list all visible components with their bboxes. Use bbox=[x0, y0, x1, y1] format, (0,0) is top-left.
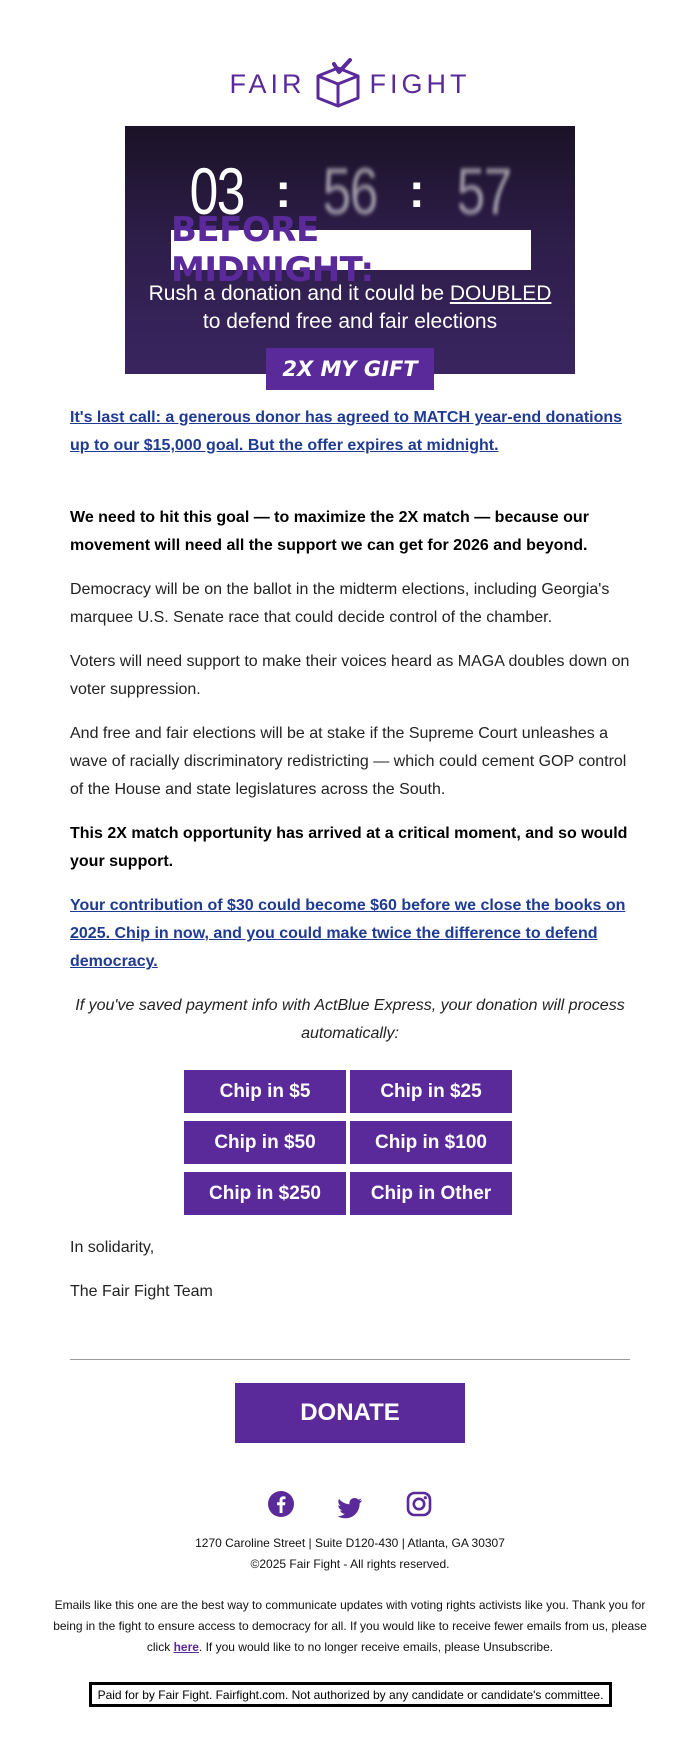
hero-subtext bbox=[125, 280, 575, 336]
footer-disclaimer-text: Emails like this one are the best way to communicate updates with voting rights activists like you. Thank you for being in the fight to ensure access to democracy for all. If you would like to receive fewer emails from us, please click bbox=[53, 1598, 647, 1654]
paid-for-disclaimer bbox=[89, 1682, 612, 1707]
footer-address: 1270 Caroline Street | Suite D120-430 | Atlanta, GA 30307 bbox=[195, 1536, 505, 1550]
chip-in-250-button[interactable]: Chip in $250 bbox=[184, 1172, 346, 1215]
timer-separator: : bbox=[408, 164, 425, 218]
timer-minutes: 56 bbox=[322, 154, 378, 228]
hero-line1-emphasis: DOUBLED bbox=[449, 282, 552, 305]
double-my-gift-button[interactable]: 2X MY GIFT bbox=[266, 348, 434, 390]
footer-disclaimer bbox=[48, 1595, 652, 1658]
fewer-emails-link[interactable]: here bbox=[173, 1640, 199, 1654]
headline-box bbox=[171, 210, 531, 290]
footer-unsubscribe-text: . If you would like to no longer receive emails, please Unsubscribe. bbox=[198, 1640, 554, 1654]
logo-word-fight: FIGHT bbox=[369, 68, 471, 99]
goal-paragraph: We need to hit this goal — to maximize the 2X match — because our movement will need all the support we can get for 2026 and beyond. bbox=[70, 509, 589, 554]
hero-line1-text: Rush a donation and it could be bbox=[148, 282, 450, 305]
instagram-icon[interactable] bbox=[405, 1490, 433, 1518]
facebook-icon[interactable] bbox=[267, 1490, 295, 1518]
paid-for-text: Paid for by Fair Fight. Fairfight.com. Not authorized by any candidate or candidate's committee. bbox=[97, 1687, 604, 1702]
donate-button[interactable]: DONATE bbox=[235, 1383, 465, 1443]
team-signature: The Fair Fight Team bbox=[70, 1283, 213, 1300]
contribution-link[interactable]: Your contribution of $30 could become $60 before we close the books on 2025. Chip in now, and you could make twice the difference to defend democracy. bbox=[70, 897, 626, 970]
redistricting-paragraph: And free and fair elections will be at stake if the Supreme Court unleashes a wave of racially discriminatory redistricting — which could cement GOP control of the House and state legislatures across the South. bbox=[70, 725, 627, 798]
chip-in-100-button[interactable]: Chip in $100 bbox=[350, 1121, 512, 1164]
match-announcement-link[interactable]: It's last call: a generous donor has agreed to MATCH year-end donations up to our $15,000 goal. But the offer expires at midnight. bbox=[70, 409, 623, 454]
footer-copyright: ©2025 Fair Fight - All rights reserved. bbox=[250, 1557, 450, 1571]
chip-in-5-button[interactable]: Chip in $5 bbox=[184, 1070, 346, 1113]
chip-in-other-button[interactable]: Chip in Other bbox=[350, 1172, 512, 1215]
fair-fight-logo[interactable] bbox=[0, 58, 700, 114]
ballot-box-check-icon bbox=[312, 58, 364, 110]
voter-suppression-paragraph: Voters will need support to make their voices heard as MAGA doubles down on voter suppression. bbox=[70, 653, 630, 698]
timer-separator: : bbox=[275, 164, 292, 218]
twitter-icon[interactable] bbox=[336, 1494, 364, 1522]
hero-line2-text: to defend free and fair elections bbox=[202, 310, 498, 333]
chip-in-25-button[interactable]: Chip in $25 bbox=[350, 1070, 512, 1113]
chip-in-50-button[interactable]: Chip in $50 bbox=[184, 1121, 346, 1164]
timer-seconds: 57 bbox=[456, 154, 511, 228]
midterm-paragraph: Democracy will be on the ballot in the midterm elections, including Georgia's marquee U.S. Senate race that could decide control of the chamber. bbox=[70, 581, 610, 626]
hero-headline: BEFORE MIDNIGHT: bbox=[171, 210, 374, 290]
actblue-note: If you've saved payment info with ActBlue Express, your donation will process automatically: bbox=[75, 997, 625, 1042]
closing-text: In solidarity, bbox=[70, 1239, 155, 1256]
logo-word-fair: FAIR bbox=[229, 68, 306, 99]
critical-moment-paragraph: This 2X match opportunity has arrived at a critical moment, and so would your support. bbox=[70, 825, 628, 870]
footer-divider bbox=[70, 1359, 630, 1360]
timer-hours: 03 bbox=[189, 154, 244, 228]
hero-banner[interactable] bbox=[125, 126, 575, 390]
social-links bbox=[0, 1490, 700, 1522]
